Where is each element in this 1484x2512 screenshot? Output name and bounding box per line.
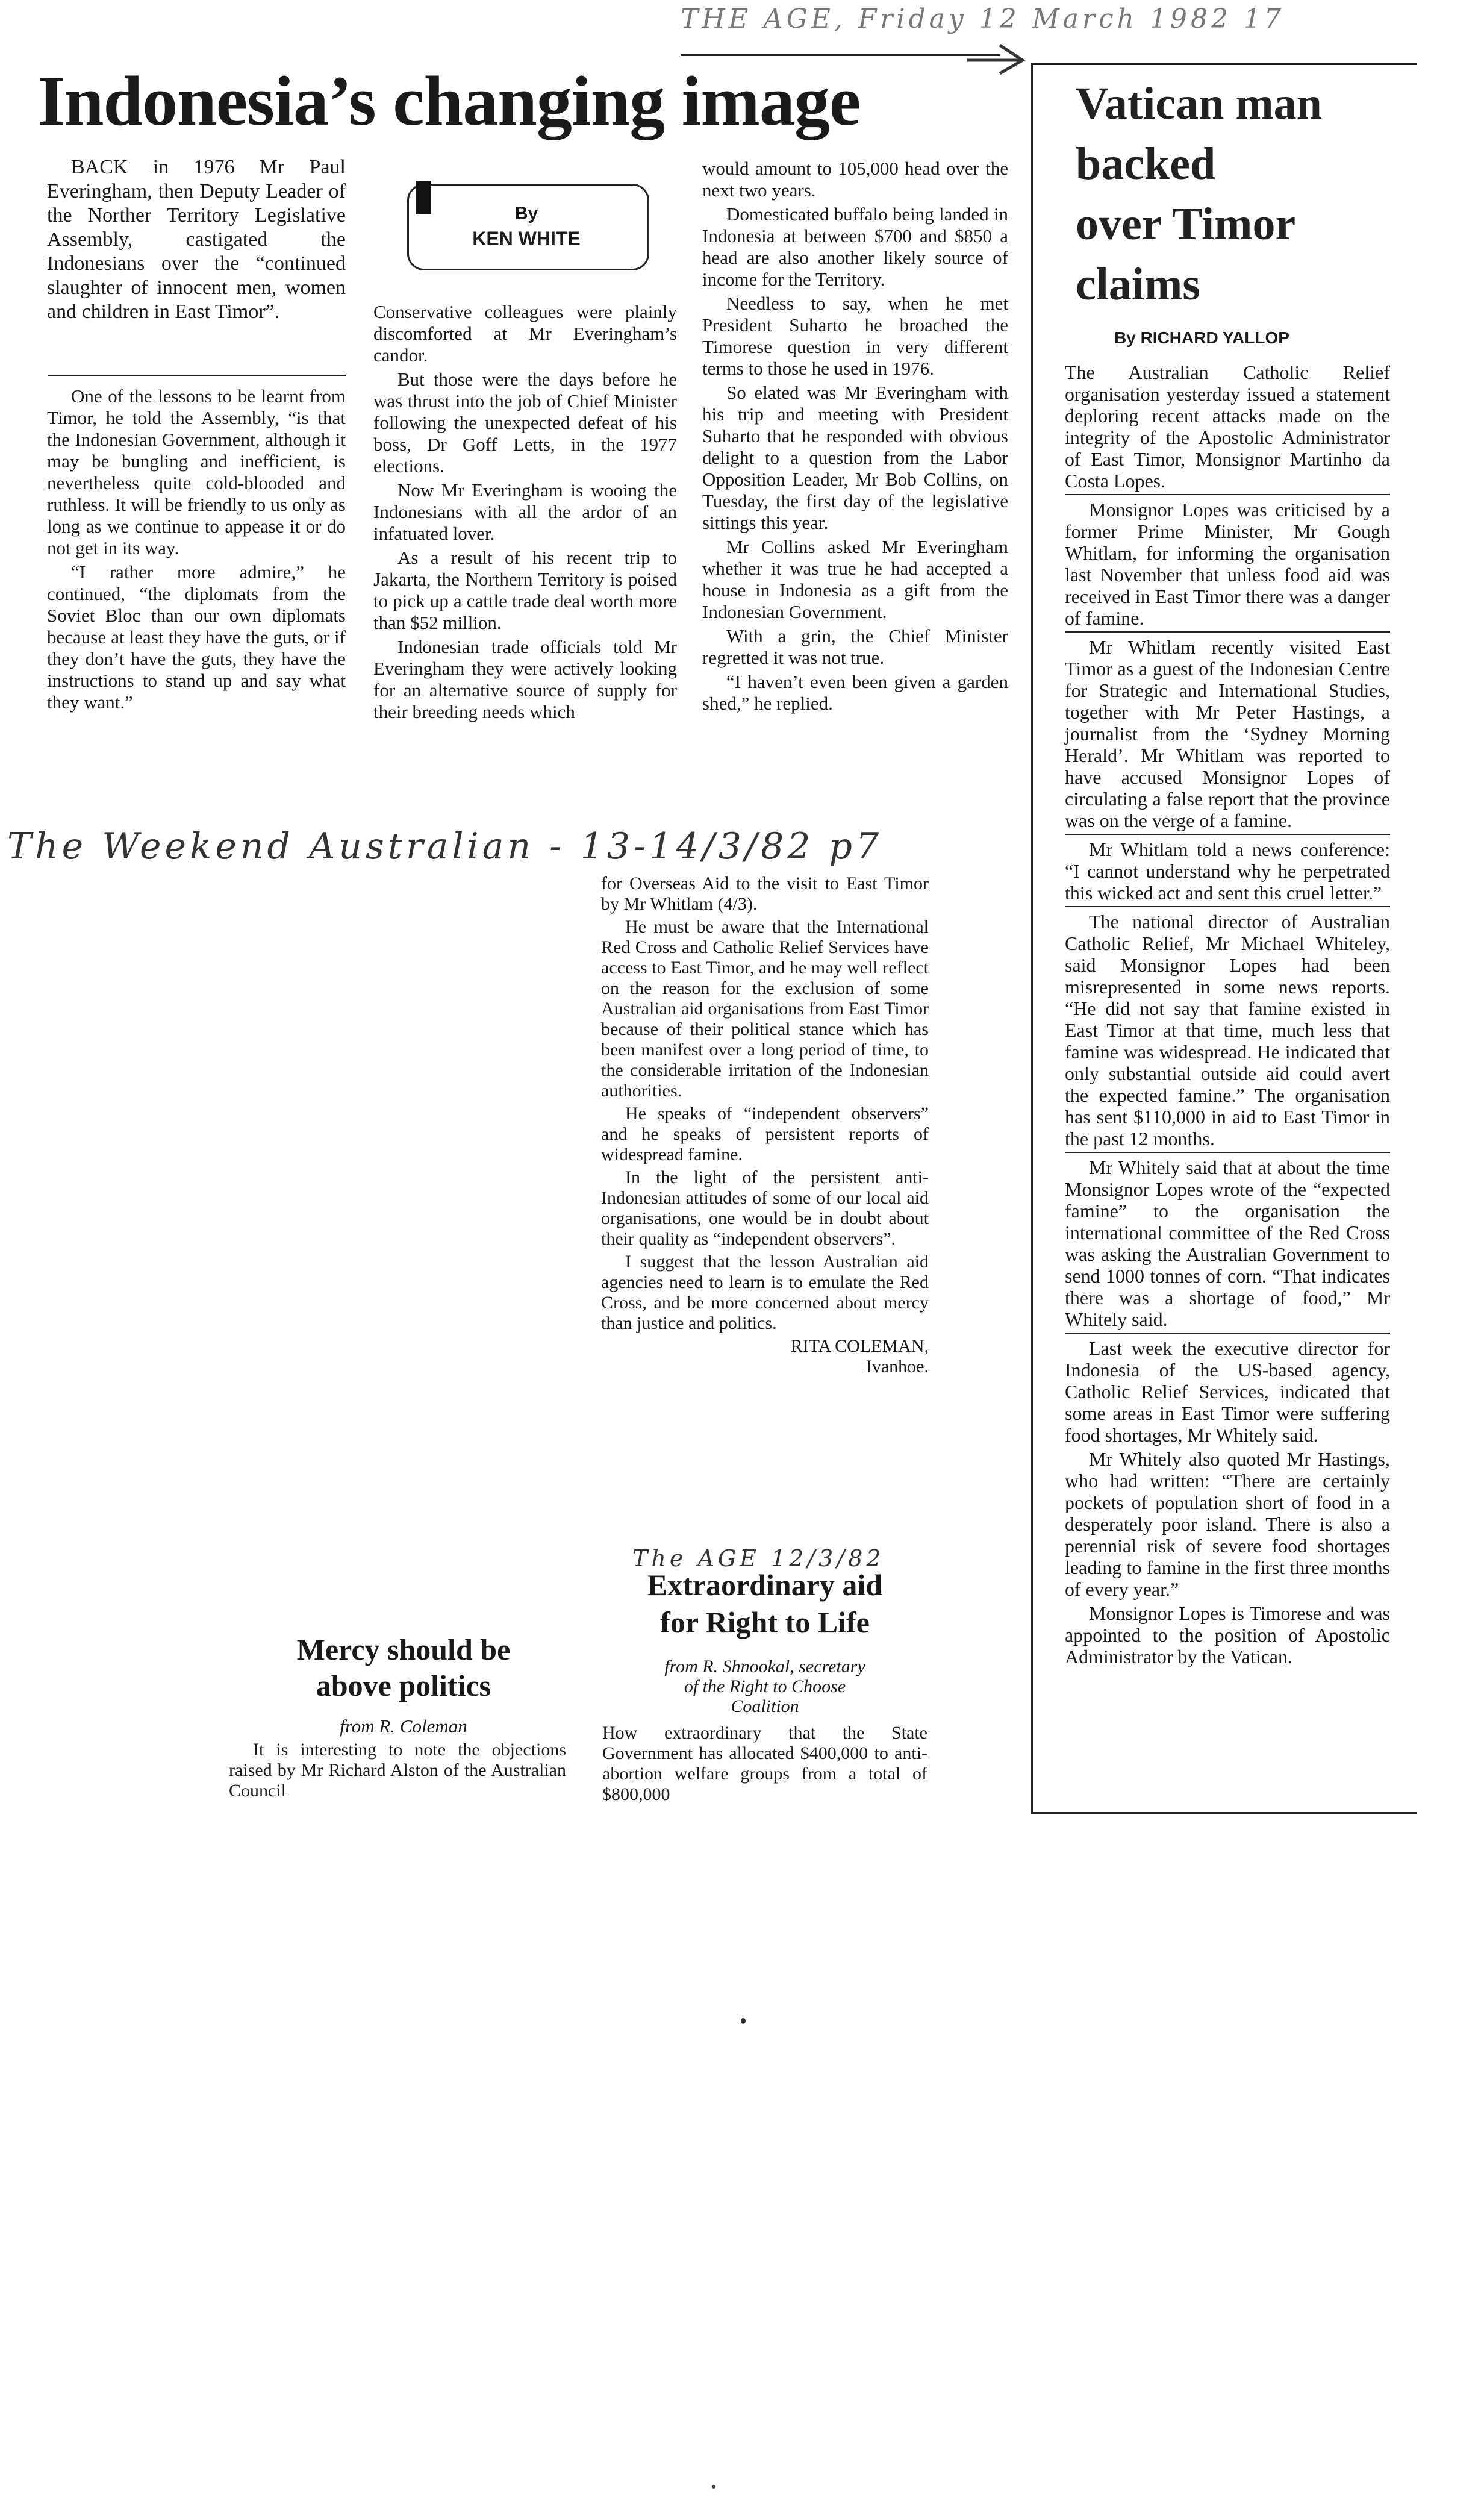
letter2-headline (602, 1566, 928, 1641)
article2-para: Monsignor Lopes was criticised by a former Prime Minister, Mr Gough Whitlam, for informing the organisation last November that unless food aid was received in East Timor there was a danger of famine. (1065, 499, 1390, 629)
article1-col2-para: As a result of his recent trip to Jakarta, the Northern Territory is poised to pick up a cattle trade deal worth more than $52 million. (373, 547, 677, 633)
letter1-headline (232, 1631, 575, 1704)
letter2-from-line: Coalition (731, 1696, 799, 1716)
article1-col1-para: One of the lessons to be learnt from Timor, he told the Assembly, “is that the Indonesian Government, although it may be bungling and inefficient, is nevertheless quite cold-blooded and ruthless. It will be friendly to us only as long as we continue to appease it or do not get in its way. (47, 386, 346, 558)
lead-divider (48, 375, 346, 376)
article1-lead: BACK in 1976 Mr Paul Everingham, then Deputy Leader of the Norther Territory Legislative Assembly, castigated the Indonesians over the “continued slaughter of innocent men, women and children in East Timor”. (47, 156, 346, 323)
article2-para: Last week the executive director for Indonesia of the US-based agency, Catholic Relief Services, indicated that some areas in East Timor were suffering food shortages, Mr Whitely said. (1065, 1337, 1390, 1446)
letter1-headline-line: Mercy should be (296, 1632, 511, 1666)
article2-para: The Australian Catholic Relief organisation yesterday issued a statement deploring recent attacks made on the integrity of the Apostolic Administrator of East Timor, Monsignor Martinho da Costa Lopes. (1065, 361, 1390, 492)
article2-para: Monsignor Lopes is Timorese and was appointed to the position of Apostolic Administrator by the Vatican. (1065, 1602, 1390, 1667)
letter1-para: He speaks of “independent observers” and he speaks of persistent reports of widespread famine. (601, 1104, 929, 1164)
article1-col3-para: With a grin, the Chief Minister regretted it was not true. (702, 625, 1008, 668)
article1-col3-para: So elated was Mr Everingham with his trip and meeting with President Suharto that he responded with obvious delight to a question from the Labor Opposition Leader, Mr Bob Collins, on Tuesday, the first day of the legislative sittings this year. (702, 382, 1008, 533)
letter2-from-line: of the Right to Choose (684, 1676, 846, 1696)
letter2-from-line: from R. Shnookal, secretary (664, 1657, 865, 1676)
byline-box (407, 184, 649, 270)
letter2-from (608, 1657, 921, 1716)
header-underline (681, 54, 1000, 56)
article2-para: Mr Whitely also quoted Mr Hastings, who had written: “There are certainly pockets of population short of food in a desperately poor island. There is also a perennial risk of severe food shortages leading to famine in the first three months of every year.” (1065, 1448, 1390, 1600)
letter1-column-1 (229, 1740, 566, 1804)
paragraph-divider (1065, 834, 1390, 835)
letter2-para: How extraordinary that the State Government has allocated $400,000 to anti-abortion welfare groups from a total of $800,000 (602, 1723, 928, 1804)
article1-col2-para: Indonesian trade officials told Mr Everingham they were actively looking for an alternative source of supply for their breeding needs which (373, 636, 677, 722)
article2-body (1065, 361, 1390, 1670)
byline-by: By (514, 204, 538, 223)
scan-speck (712, 2485, 716, 2489)
article1-col2-para: But those were the days before he was thrust into the job of Chief Minister following the unexpected defeat of his boss, Dr Goff Letts, in the 1977 elections. (373, 369, 677, 476)
article2-headline-line: Vatican man (1076, 78, 1322, 129)
letter2-headline-line: for Right to Life (660, 1605, 870, 1639)
paragraph-divider (1065, 1152, 1390, 1153)
paragraph-divider (1065, 906, 1390, 907)
paragraph-divider (1065, 631, 1390, 633)
letter1-para: I suggest that the lesson Australian aid agencies need to learn is to emulate the Red Cross, and be more concerned about mercy than justice and politics. (601, 1252, 929, 1333)
article2-headline-line: backed (1076, 139, 1216, 189)
letter1-from: from R. Coleman (340, 1716, 467, 1737)
article1-col3-para: “I haven’t even been given a garden shed,” he replied. (702, 671, 1008, 714)
article1-headline: Indonesia’s changing image (37, 61, 861, 140)
article2-para: Mr Whitlam told a news conference: “I cannot understand why he perpetrated this wicked act and sent this cruel letter.” (1065, 839, 1390, 904)
right-column-top-rule (1031, 63, 1417, 65)
article2-para: Mr Whitlam recently visited East Timor as a guest of the Indonesian Centre for Strategic and International Studies, together with Mr Peter Hastings, a journalist from the ‘Sydney Morning Herald’. Mr Whitlam was reported to have accused Monsignor Lopes of circulating a false report that the province was on the verge of a famine. (1065, 636, 1390, 831)
article1-column-1 (47, 386, 346, 716)
letter1-signature-place: Ivanhoe. (865, 1357, 929, 1376)
article1-col3-para: would amount to 105,000 head over the next two years. (702, 158, 1008, 201)
letter1-para: for Overseas Aid to the visit to East Timor by Mr Whitlam (4/3). (601, 873, 929, 914)
letter2-body (602, 1723, 928, 1807)
page-header-handwriting: THE AGE, Friday 12 March 1982 17 (681, 4, 1285, 34)
right-column-bottom-rule (1031, 1812, 1417, 1814)
age-note: The AGE 12/3/82 (632, 1545, 885, 1572)
paragraph-divider (1065, 1333, 1390, 1334)
article2-headline (1076, 73, 1322, 314)
paragraph-divider (1065, 494, 1390, 495)
article1-col3-para: Needless to say, when he met President Suharto he broached the Timorese question in very different terms to those he used in 1976. (702, 293, 1008, 379)
letter2-headline-line: Extraordinary aid (647, 1568, 883, 1602)
article2-byline: By RICHARD YALLOP (1114, 328, 1289, 347)
letter1-para: In the light of the persistent anti-Indonesian attitudes of some of our local aid organisations, one would be in doubt about their quality as “independent observers”. (601, 1167, 929, 1249)
article2-para: Mr Whitely said that at about the time Monsignor Lopes wrote of the “expected famine” to the organisation the international committee of the Red Cross was asking the Australian Government to send 1000 tonnes of corn. “That indicates there was a shortage of food,” Mr Whitely said. (1065, 1157, 1390, 1330)
right-column-divider (1031, 63, 1033, 1813)
article1-col2-para: Now Mr Everingham is wooing the Indonesians with all the ardor of an infatuated lover. (373, 480, 677, 544)
letter1-signature-name: RITA COLEMAN, (790, 1336, 929, 1356)
article1-col1-para: “I rather more admire,” he continued, “the diplomats from the Soviet Bloc than our own diplomats because at least they have the guts, or if they don’t have the guts, they have the instructions to stand up and say what they want.” (47, 561, 346, 713)
letter1-headline-line: above politics (316, 1669, 491, 1702)
article1-col2-para: Conservative colleagues were plainly discomforted at Mr Everingham’s candor. (373, 301, 677, 366)
letter1-col1-para: It is interesting to note the objections raised by Mr Richard Alston of the Australian Council (229, 1740, 566, 1801)
byline-name: KEN WHITE (472, 228, 581, 249)
scan-speck (741, 2018, 746, 2024)
article2-headline-line: claims (1076, 259, 1200, 310)
weekend-australian-note: The Weekend Australian - 13-14/3/82 p7 (7, 825, 883, 867)
article2-headline-line: over Timor (1076, 199, 1296, 249)
article1-column-3 (702, 158, 1008, 717)
letter1-para: He must be aware that the International Red Cross and Catholic Relief Services have access to East Timor, and he may well reflect on the reason for the exclusion of some Australian aid organisations from East Timor because of their political stance which has been manifest over a long period of time, to the considerable irritation of the Indonesian authorities. (601, 917, 929, 1101)
arrow-icon (964, 36, 1030, 78)
article2-para: The national director of Australian Catholic Relief, Mr Michael Whiteley, said Monsignor Lopes had been misrepresented in some news reports. “He did not say that famine existed in East Timor at that time, much less that famine was widespread. He indicated that only substantial outside aid could avert the expected famine.” The organisation has sent $110,000 in aid to East Timor in the past 12 months. (1065, 911, 1390, 1149)
letter1-column-2 (601, 873, 929, 1377)
article1-column-2 (373, 301, 677, 725)
article1-col3-para: Mr Collins asked Mr Everingham whether it was true he had accepted a house in Indonesia as a gift from the Indonesian Government. (702, 536, 1008, 622)
article1-col3-para: Domesticated buffalo being landed in Indonesia at between $700 and $850 a head are also another likely source of income for the Territory. (702, 204, 1008, 290)
